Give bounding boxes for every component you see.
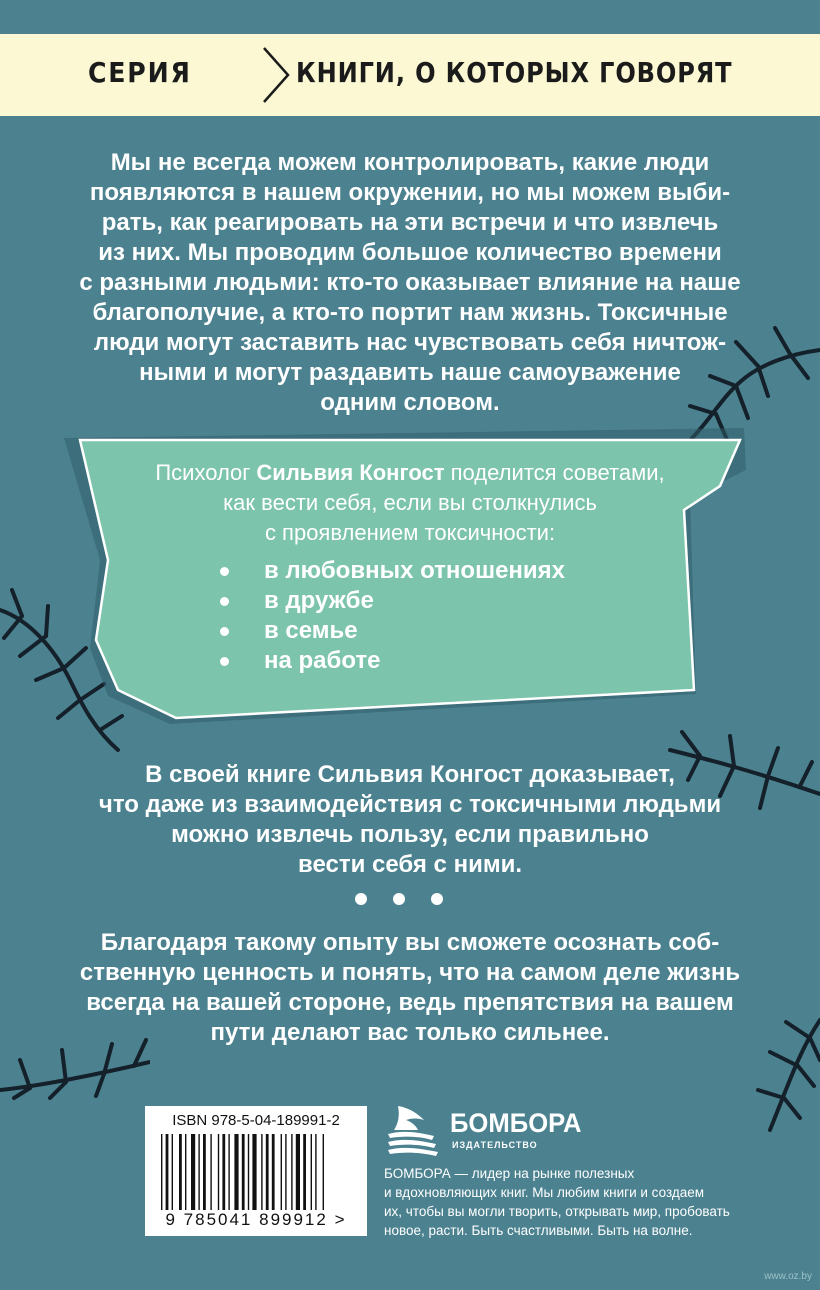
closing-paragraph [0, 928, 820, 1048]
closing-line: ственную ценность и понять, что на самом деле жизнь [79, 959, 741, 986]
middle-line: можно извлечь пользу, если правильно [171, 821, 649, 848]
intro-line: ными и могут раздавить наше самоуважение [139, 359, 681, 386]
barcode-bars [159, 1134, 355, 1210]
watermark: www.oz.by [764, 1271, 812, 1282]
chevron-right-icon [258, 44, 292, 106]
panel-line: как вести себя, если вы столкнулись [223, 490, 597, 515]
barcode [145, 1106, 367, 1236]
middle-line: вести себя с ними. [298, 851, 522, 878]
middle-paragraph [0, 760, 820, 880]
middle-line: В своей книге Сильвия Конгост доказывает, [145, 761, 675, 788]
panel-intro [0, 458, 820, 548]
list-item: в семье [220, 616, 565, 646]
list-item: в любовных отношениях [220, 556, 565, 586]
about-line: БОМБОРА — лидер на рынке полезных [384, 1166, 635, 1181]
intro-line: люди могут заставить нас чувствовать себя ничтож- [93, 329, 727, 356]
about-line: новое, расти. Быть счастливыми. Быть на волне. [384, 1223, 693, 1238]
list-item: на работе [220, 646, 565, 676]
bombora-logo-icon [384, 1102, 444, 1158]
publisher-name: БОМБОРА [450, 1108, 582, 1138]
series-label: СЕРИЯ [88, 56, 192, 89]
intro-line: одним словом. [320, 389, 500, 416]
barcode-number: 9 785041 899912 > [165, 1210, 347, 1229]
closing-line: всегда на вашей стороне, ведь препятствия на вашем [86, 989, 734, 1016]
intro-paragraph [0, 148, 820, 418]
bullet-list [220, 556, 565, 676]
closing-line: Благодаря такому опыту вы сможете осознать соб- [100, 929, 720, 956]
separator-dots [355, 893, 445, 907]
closing-line: пути делают вас только сильнее. [210, 1019, 610, 1046]
intro-line: благополучие, а кто-то портит нам жизнь. Токсичные [92, 299, 728, 326]
publisher-subtitle: ИЗДАТЕЛЬСТВО [452, 1140, 538, 1150]
isbn-label: ISBN 978-5-04-189991-2 [172, 1112, 340, 1129]
intro-line: с разными людьми: кто-то оказывает влияние на наше [79, 269, 741, 296]
series-name: КНИГИ, О КОТОРЫХ ГОВОРЯТ [295, 56, 732, 89]
about-line: и вдохновляющих книг. Мы любим книги и создаем [384, 1185, 705, 1200]
list-item: в дружбе [220, 586, 565, 616]
author-name: Сильвия Конгост [256, 460, 445, 485]
about-line: их, чтобы вы могли творить, открывать мир, пробовать [384, 1204, 730, 1219]
middle-line: что даже из взаимодействия с токсичными людьми [98, 791, 722, 818]
intro-line: рать, как реагировать на эти встречи и что извлечь [101, 209, 719, 236]
intro-line: Мы не всегда можем контролировать, какие люди [110, 149, 710, 176]
panel-line-prefix: Психолог [155, 460, 257, 485]
intro-line: появляются в нашем окружении, но мы можем выби- [89, 179, 731, 206]
panel-line-suffix: поделится советами, [444, 460, 665, 485]
intro-line: из них. Мы проводим большое количество времени [98, 239, 722, 266]
publisher-about [384, 1164, 764, 1240]
series-banner [0, 34, 820, 116]
panel-line: с проявлением токсичности: [264, 520, 556, 545]
